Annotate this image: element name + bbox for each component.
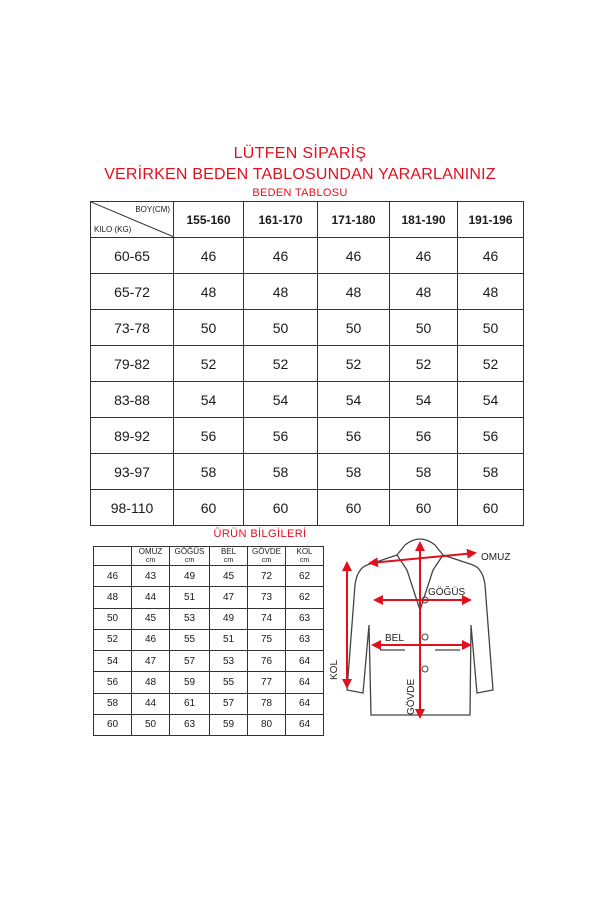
kilo-range: 60-65 [91, 238, 174, 274]
size-cell: 60 [390, 490, 458, 526]
product-cell: 47 [132, 651, 170, 672]
size-cell: 60 [458, 490, 524, 526]
product-cell: 53 [210, 651, 248, 672]
size-cell: 56 [244, 418, 318, 454]
size-cell: 48 [244, 274, 318, 310]
product-row [94, 672, 324, 693]
size-cell: 48 [458, 274, 524, 310]
product-row [94, 566, 324, 587]
size-cell: 48 [318, 274, 390, 310]
product-size: 50 [94, 608, 132, 629]
product-cell: 64 [286, 714, 324, 735]
size-cell: 54 [458, 382, 524, 418]
prod-col-header: GÖĞÜS cm [170, 547, 210, 566]
header-line-1: LÜTFEN SİPARİŞ [233, 145, 367, 162]
prod-col-header: GÖVDE cm [248, 547, 286, 566]
product-header-row [94, 547, 324, 566]
product-row [94, 587, 324, 608]
label-govde: GÖVDE [406, 678, 417, 715]
size-cell: 58 [318, 454, 390, 490]
product-cell: 75 [248, 629, 286, 650]
size-cell: 50 [244, 310, 318, 346]
size-row [91, 238, 524, 274]
product-cell: 53 [170, 608, 210, 629]
corner-kilo-label: KILO (KG) [94, 225, 132, 234]
kilo-range: 73-78 [91, 310, 174, 346]
size-cell: 58 [174, 454, 244, 490]
buttons [422, 597, 428, 672]
product-cell: 45 [210, 566, 248, 587]
size-cell: 50 [318, 310, 390, 346]
size-cell: 52 [390, 346, 458, 382]
header-line-2: VERİRKEN BEDEN TABLOSUNDAN YARARLANINIZ [104, 166, 496, 183]
size-cell: 46 [174, 238, 244, 274]
product-cell: 45 [132, 608, 170, 629]
kilo-range: 89-92 [91, 418, 174, 454]
prod-col-header: KOL cm [286, 547, 324, 566]
product-size: 52 [94, 629, 132, 650]
product-row [94, 693, 324, 714]
product-cell: 44 [132, 587, 170, 608]
size-cell: 50 [174, 310, 244, 346]
product-cell: 43 [132, 566, 170, 587]
product-cell: 59 [170, 672, 210, 693]
product-size: 60 [94, 714, 132, 735]
product-cell: 55 [170, 629, 210, 650]
label-bel: BEL [385, 633, 404, 644]
product-cell: 64 [286, 651, 324, 672]
size-row [91, 418, 524, 454]
product-row [94, 714, 324, 735]
size-cell: 52 [174, 346, 244, 382]
product-size: 48 [94, 587, 132, 608]
col-header: 181-190 [390, 202, 458, 238]
product-cell: 51 [170, 587, 210, 608]
product-cell: 57 [170, 651, 210, 672]
product-cell: 55 [210, 672, 248, 693]
product-cell: 50 [132, 714, 170, 735]
prod-col-header: BEL cm [210, 547, 248, 566]
size-cell: 54 [318, 382, 390, 418]
size-cell: 54 [244, 382, 318, 418]
col-header: 155-160 [174, 202, 244, 238]
size-cell: 60 [244, 490, 318, 526]
size-cell: 46 [458, 238, 524, 274]
size-cell: 52 [458, 346, 524, 382]
product-row [94, 651, 324, 672]
col-header: 191-196 [458, 202, 524, 238]
kilo-range: 79-82 [91, 346, 174, 382]
product-cell: 64 [286, 693, 324, 714]
product-cell: 51 [210, 629, 248, 650]
kilo-range: 65-72 [91, 274, 174, 310]
product-cell: 76 [248, 651, 286, 672]
size-table [90, 201, 524, 526]
product-cell: 80 [248, 714, 286, 735]
label-omuz: OMUZ [481, 552, 511, 563]
product-cell: 63 [286, 608, 324, 629]
label-kol: KOL [329, 659, 340, 680]
size-cell: 54 [174, 382, 244, 418]
product-cell: 62 [286, 566, 324, 587]
product-cell: 72 [248, 566, 286, 587]
product-cell: 74 [248, 608, 286, 629]
size-table-title: BEDEN TABLOSU [252, 187, 348, 199]
size-cell: 60 [174, 490, 244, 526]
corner-boy-label: BOY(CM) [135, 205, 170, 214]
size-cell: 58 [458, 454, 524, 490]
size-row [91, 382, 524, 418]
size-cell: 54 [390, 382, 458, 418]
size-row [91, 310, 524, 346]
size-table-header-row [91, 202, 524, 238]
product-cell: 57 [210, 693, 248, 714]
kilo-range: 83-88 [91, 382, 174, 418]
size-cell: 46 [244, 238, 318, 274]
product-row [94, 629, 324, 650]
label-gogus: GÖĞÜS [428, 587, 466, 598]
size-row [91, 454, 524, 490]
size-row [91, 346, 524, 382]
size-cell: 46 [390, 238, 458, 274]
size-cell: 48 [390, 274, 458, 310]
product-cell: 63 [170, 714, 210, 735]
size-cell: 56 [458, 418, 524, 454]
size-cell: 56 [390, 418, 458, 454]
size-cell: 60 [318, 490, 390, 526]
size-cell: 56 [318, 418, 390, 454]
product-cell: 73 [248, 587, 286, 608]
product-size: 56 [94, 672, 132, 693]
product-cell: 59 [210, 714, 248, 735]
size-cell: 50 [390, 310, 458, 346]
product-cell: 48 [132, 672, 170, 693]
product-cell: 78 [248, 693, 286, 714]
product-cell: 49 [170, 566, 210, 587]
kilo-range: 98-110 [91, 490, 174, 526]
col-header: 171-180 [318, 202, 390, 238]
size-cell: 46 [318, 238, 390, 274]
product-cell: 62 [286, 587, 324, 608]
size-cell: 58 [244, 454, 318, 490]
product-cell: 61 [170, 693, 210, 714]
corner-cell [91, 202, 174, 238]
product-size: 54 [94, 651, 132, 672]
product-cell: 77 [248, 672, 286, 693]
product-cell: 47 [210, 587, 248, 608]
product-info-table [93, 546, 324, 736]
product-row [94, 608, 324, 629]
col-header: 161-170 [244, 202, 318, 238]
size-row [91, 274, 524, 310]
size-cell: 52 [244, 346, 318, 382]
empty-corner [94, 547, 132, 566]
size-cell: 58 [390, 454, 458, 490]
size-cell: 48 [174, 274, 244, 310]
product-info-title: ÜRÜN BİLGİLERİ [213, 528, 307, 540]
size-cell: 52 [318, 346, 390, 382]
product-cell: 44 [132, 693, 170, 714]
product-cell: 63 [286, 629, 324, 650]
prod-col-header: OMUZ cm [132, 547, 170, 566]
size-row [91, 490, 524, 526]
size-cell: 56 [174, 418, 244, 454]
product-size: 58 [94, 693, 132, 714]
size-cell: 50 [458, 310, 524, 346]
kilo-range: 93-97 [91, 454, 174, 490]
product-size: 46 [94, 566, 132, 587]
product-cell: 46 [132, 629, 170, 650]
coat-outline-icon [325, 525, 525, 735]
product-cell: 49 [210, 608, 248, 629]
product-cell: 64 [286, 672, 324, 693]
